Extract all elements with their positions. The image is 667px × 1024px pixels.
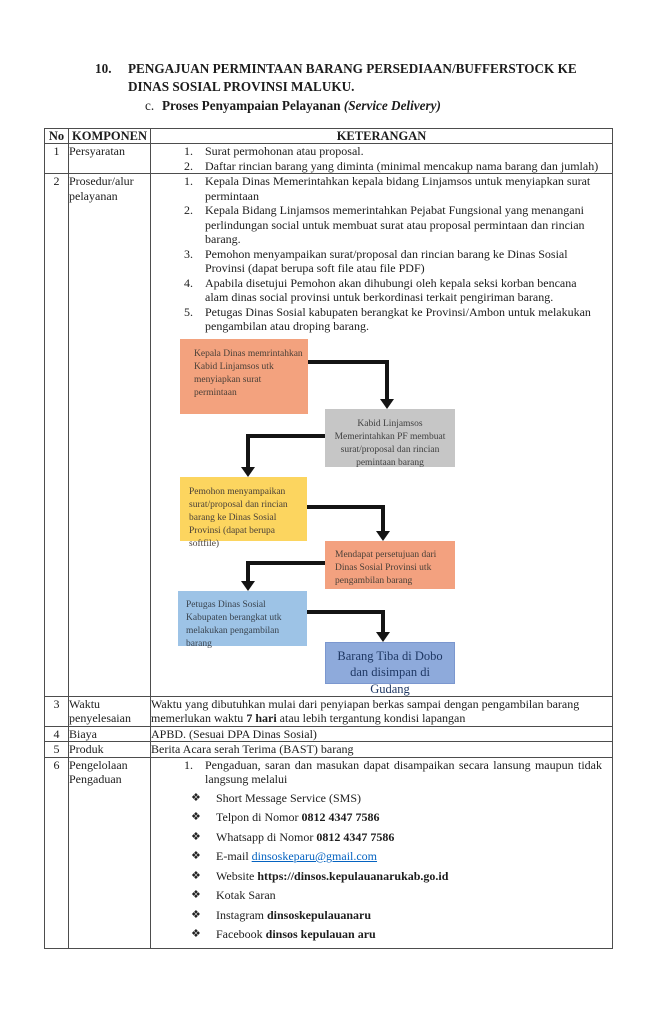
list-item — [184, 758, 612, 787]
bullet-prefix: E-mail — [216, 849, 252, 863]
diamond-bullet-icon: ❖ — [191, 928, 201, 940]
flow-box-kepala-dinas: Kepala Dinas memrintahkan Kabid Linjamsos utk menyiapkan surat permintaan — [180, 339, 308, 414]
flow-arrow-1-horizontal — [308, 360, 389, 364]
bullet-item-website — [191, 868, 612, 886]
list-item — [184, 305, 612, 334]
flow-arrow-5-horizontal — [307, 610, 385, 614]
row-keterangan — [151, 174, 613, 697]
list-item — [184, 144, 612, 159]
list-number: 1. — [184, 144, 193, 158]
flow-arrow-2-head — [241, 467, 255, 477]
diamond-bullet-icon: ❖ — [191, 791, 201, 804]
flow-box-persetujuan: Mendapat persetujuan dari Dinas Sosial Provinsi utk pengambilan barang — [325, 541, 455, 589]
row-komponen: Produk — [69, 742, 151, 758]
bullet-text — [216, 907, 371, 925]
website-url: https://dinsos.kepulauanarukab.go.id — [257, 868, 449, 883]
bullet-text — [216, 868, 448, 886]
row-komponen: Prosedur/alur pelayanan — [69, 174, 151, 697]
list-text: Petugas Dinas Sosial kabupaten berangkat ke Provinsi/Ambon untuk melakukan pengambilan atau droping barang. — [205, 304, 591, 333]
bullet-item-telpon — [191, 809, 612, 827]
table-row-produk — [45, 742, 613, 758]
list-item — [184, 203, 612, 247]
bullet-text — [216, 829, 394, 847]
list-text: Pengaduan, saran dan masukan dapat disampaikan secara lansung maupun tidak langsung melalui — [205, 757, 602, 786]
row-keterangan — [151, 696, 613, 726]
subsection-title-text: Proses Penyampaian Pelayanan — [162, 98, 341, 113]
section-number: 10. — [95, 61, 112, 76]
row-komponen: Waktu penyelesaian — [69, 696, 151, 726]
list-number: 1. — [184, 174, 193, 188]
list-number: 5. — [184, 304, 193, 319]
bullet-item-email — [191, 848, 612, 866]
contact-bullet-list — [191, 790, 612, 944]
header-no: No — [45, 128, 69, 144]
flow-arrow-3-horizontal — [307, 505, 385, 509]
bullet-prefix: Telpon di Nomor — [216, 810, 302, 824]
row-no: 6 — [45, 757, 69, 948]
bullet-item-sms — [191, 790, 612, 808]
bullet-prefix: Facebook — [216, 927, 266, 941]
bullet-text — [216, 926, 376, 944]
waktu-text-after: atau lebih tergantung kondisi lapangan — [276, 711, 466, 725]
flow-arrow-2-vertical — [246, 434, 250, 467]
list-item — [184, 174, 612, 203]
phone-number: 0812 4347 7586 — [301, 810, 380, 824]
waktu-text-before: Waktu yang dibutuhkan mulai dari penyiapan berkas sampai dengan pengambilan barang memerlukan waktu — [151, 696, 580, 725]
row-keterangan: APBD. (Sesuai DPA Dinas Sosial) — [151, 726, 613, 742]
list-number: 2. — [184, 158, 193, 173]
waktu-duration: 7 hari — [246, 711, 277, 725]
service-delivery-table — [44, 128, 613, 949]
subsection-title — [162, 97, 441, 115]
list-text: Kepala Bidang Linjamsos memerintahkan Pejabat Fungsional yang menangani perlindungan social untuk membuat surat atau proposal permintaan dan rincian barang. — [205, 203, 585, 246]
row-keterangan — [151, 757, 613, 948]
flow-arrow-5-head — [376, 632, 390, 642]
header-keterangan: KETERANGAN — [151, 128, 613, 144]
table-row-persyaratan — [45, 144, 613, 174]
row-no: 1 — [45, 144, 69, 174]
diamond-bullet-icon: ❖ — [191, 811, 201, 823]
email-link[interactable]: dinsoskeparu@gmail.com — [251, 849, 378, 863]
row-no: 2 — [45, 174, 69, 697]
flow-arrow-1-head — [380, 399, 394, 409]
list-text: Daftar rincian barang yang diminta (minimal mencakup nama barang dan jumlah) — [205, 158, 599, 173]
bullet-text — [216, 790, 361, 808]
section-title: PENGAJUAN PERMINTAAN BARANG PERSEDIAAN/BUFFERSTOCK KE DINAS SOSIAL PROVINSI MALUKU. — [128, 61, 577, 94]
whatsapp-number: 0812 4347 7586 — [316, 829, 395, 844]
flow-arrow-1-vertical — [385, 360, 389, 399]
bullet-prefix: Kotak Saran — [216, 888, 276, 902]
table-row-prosedur — [45, 174, 613, 697]
list-item — [184, 276, 612, 305]
row-komponen: Biaya — [69, 726, 151, 742]
flow-arrow-3-vertical — [381, 505, 385, 531]
flow-arrow-4-vertical — [246, 561, 250, 581]
flow-arrow-4-horizontal — [246, 561, 325, 565]
list-item — [184, 159, 612, 174]
flow-box-pemohon: Pemohon menyampaikan surat/proposal dan rincian barang ke Dinas Sosial Provinsi (dapat berupa softfile) — [180, 477, 307, 541]
table-row-waktu — [45, 696, 613, 726]
section-heading — [95, 60, 667, 115]
row-no: 5 — [45, 742, 69, 758]
row-komponen: Pengelolaan Pengaduan — [69, 757, 151, 948]
flowchart — [151, 339, 612, 696]
subsection-title-italic: (Service Delivery) — [343, 98, 441, 113]
diamond-bullet-icon: ❖ — [191, 850, 201, 862]
bullet-text — [216, 848, 377, 866]
table-row-pengaduan — [45, 757, 613, 948]
list-number: 3. — [184, 246, 193, 261]
bullet-item-whatsapp — [191, 829, 612, 847]
subsection-heading — [145, 97, 667, 115]
bullet-prefix: Website — [216, 868, 258, 883]
bullet-prefix: Instagram — [216, 907, 267, 922]
bullet-item-instagram — [191, 907, 612, 925]
row-no: 3 — [45, 696, 69, 726]
diamond-bullet-icon: ❖ — [191, 889, 201, 901]
instagram-handle: dinsoskepulauanaru — [266, 907, 372, 922]
bullet-prefix: Short Message Service (SMS) — [216, 790, 361, 805]
row-keterangan: Berita Acara serah Terima (BAST) barang — [151, 742, 613, 758]
bullet-text — [216, 809, 379, 827]
list-text: Apabila disetujui Pemohon akan dihubungi oleh kepala seksi korban bencana alam dinas social provinsi untuk berkordinasi terkait pengiriman barang. — [205, 275, 577, 304]
row-komponen: Persyaratan — [69, 144, 151, 174]
list-text: Surat permohonan atau proposal. — [205, 144, 364, 158]
bullet-prefix: Whatsapp di Nomor — [216, 829, 317, 844]
list-text: Kepala Dinas Memerintahkan kepala bidang Linjamsos untuk menyiapkan surat permintaan — [205, 174, 591, 203]
table-row-biaya — [45, 726, 613, 742]
flow-arrow-3-head — [376, 531, 390, 541]
flow-arrow-4-head — [241, 581, 255, 591]
flow-box-petugas: Petugas Dinas Sosial Kabupaten berangkat utk melakukan pengambilan barang — [178, 591, 307, 646]
flow-box-barang-tiba: Barang Tiba di Dobo dan disimpan di Gudang — [325, 642, 455, 684]
list-number: 4. — [184, 275, 193, 290]
flow-arrow-2-horizontal — [246, 434, 325, 438]
bullet-item-kotak-saran — [191, 887, 612, 905]
list-number: 1. — [184, 757, 193, 772]
bullet-item-facebook — [191, 926, 612, 944]
row-no: 4 — [45, 726, 69, 742]
diamond-bullet-icon: ❖ — [191, 830, 201, 843]
header-komponen: KOMPONEN — [69, 128, 151, 144]
list-number: 2. — [184, 203, 193, 217]
bullet-text — [216, 887, 276, 905]
table-header-row — [45, 128, 613, 144]
list-item — [184, 247, 612, 276]
subsection-letter: c. — [145, 98, 155, 113]
row-keterangan — [151, 144, 613, 174]
diamond-bullet-icon: ❖ — [191, 869, 201, 882]
facebook-handle: dinsos kepulauan aru — [265, 927, 376, 941]
list-text: Pemohon menyampaikan surat/proposal dan rincian barang ke Dinas Sosial Provinsi (dapat berupa soft file atau file PDF) — [205, 246, 568, 275]
flow-arrow-5-vertical — [381, 610, 385, 632]
flow-box-kabid-linjamsos: Kabid Linjamsos Memerintahkan PF membuat surat/proposal dan rincian pemintaan barang — [325, 409, 455, 467]
diamond-bullet-icon: ❖ — [191, 908, 201, 921]
